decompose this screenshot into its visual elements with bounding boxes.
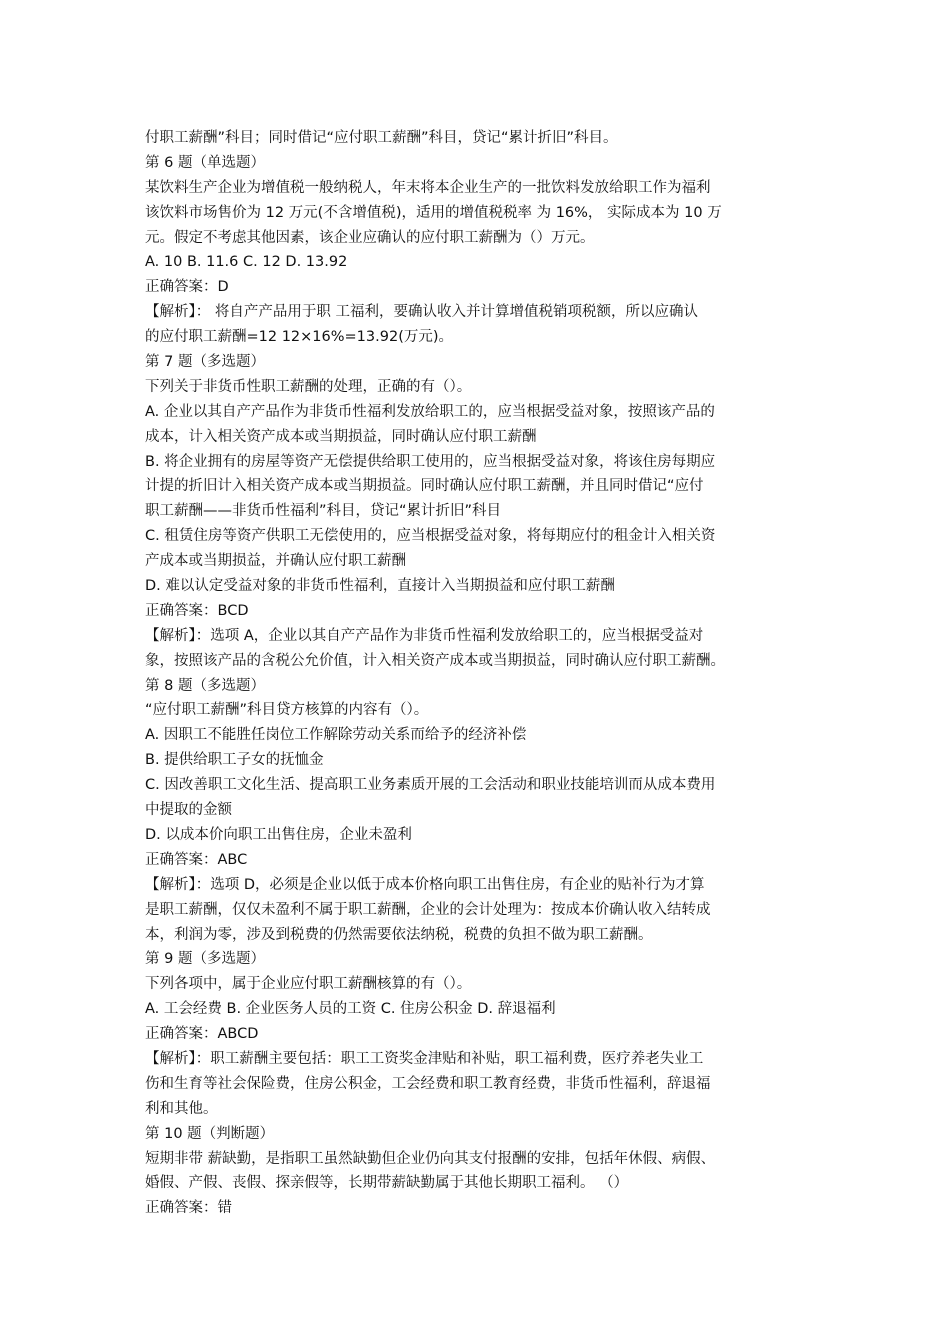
explanation-text: 【解析】： 将自产产品用于职 工福利，要确认收入并计算增值税销项税额，所以应确认 xyxy=(145,304,698,321)
question-text: 下列各项中，属于企业应付职工薪酬核算的有（）。 xyxy=(145,976,472,993)
correct-answer: 正确答案：BCD xyxy=(145,602,249,619)
correct-answer: 正确答案：ABC xyxy=(145,851,248,868)
explanation-text: 是职工薪酬，仅仅未盈利不属于职工薪酬，企业的会计处理为：按成本价确认收入结转成 xyxy=(145,901,711,918)
question-text: 元。假定不考虑其他因素，该企业应确认的应付职工薪酬为（）万元。 xyxy=(145,229,595,246)
explanation-text: 本，利润为零，涉及到税费的仍然需要依法纳税，税费的负担不做为职工薪酬。 xyxy=(145,926,653,943)
answer-option: 中提取的金额 xyxy=(145,802,232,819)
question-text: 下列关于非货币性职工薪酬的处理，正确的有（）。 xyxy=(145,378,472,395)
explanation-text: 利和其他。 xyxy=(145,1100,218,1117)
explanation-text: 象，按照该产品的含税公允价值，计入相关资产成本或当期损益，同时确认应付职工薪酬。 xyxy=(145,652,725,669)
answer-option: C. 因改善职工文化生活、提高职工业务素质开展的工会活动和职业技能培训而从成本费用 xyxy=(145,777,716,794)
answer-options: A. 10 B. 11.6 C. 12 D. 13.92 xyxy=(145,254,348,271)
answer-option: A. 企业以其自产产品作为非货币性福利发放给职工的，应当根据受益对象，按照该产品的 xyxy=(145,403,715,420)
correct-answer: 正确答案：ABCD xyxy=(145,1026,259,1043)
text-line: 付职工薪酬”科目；同时借记“应付职工薪酬”科目，贷记“累计折旧”科目。 xyxy=(145,130,618,146)
explanation-text: 【解析】：选项 D，必须是企业以低于成本价格向职工出售住房，有企业的贴补行为才算 xyxy=(145,876,705,893)
question-text: 该饮料市场售价为 12 万元(不含增值税)，适用的增值税税率 为 16%， 实际成本为 10 万 xyxy=(145,204,722,221)
answer-option: C. 租赁住房等资产供职工无偿使用的，应当根据受益对象，将每期应付的租金计入相关资 xyxy=(145,528,716,545)
correct-answer: 正确答案：D xyxy=(145,279,229,296)
explanation-text: 的应付职工薪酬=12 12×16%=13.92(万元)。 xyxy=(145,329,454,346)
answer-option: 产成本或当期损益，并确认应付职工薪酬 xyxy=(145,553,406,570)
answer-option: A. 因职工不能胜任岗位工作解除劳动关系而给予的经济补偿 xyxy=(145,727,527,744)
explanation-text: 【解析】：职工薪酬主要包括：职工工资奖金津贴和补贴，职工福利费，医疗养老失业工 xyxy=(145,1050,704,1067)
question-text: 婚假、产假、丧假、探亲假等，长期带薪缺勤属于其他长期职工福利。 （） xyxy=(145,1175,629,1192)
question-heading: 第 7 题（多选题） xyxy=(145,354,265,371)
question-heading: 第 6 题（单选题） xyxy=(145,154,265,171)
answer-option: D. 以成本价向职工出售住房，企业未盈利 xyxy=(145,826,412,843)
explanation-text: 伤和生育等社会保险费，住房公积金，工会经费和职工教育经费，非货币性福利，辞退福 xyxy=(145,1075,711,1092)
answer-option: B. 提供给职工子女的抚恤金 xyxy=(145,752,324,769)
question-text: “应付职工薪酬”科目贷方核算的内容有（）。 xyxy=(145,702,429,719)
answer-option: 计提的折旧计入相关资产成本或当期损益。同时确认应付职工薪酬，并且同时借记“应付 xyxy=(145,478,704,495)
answer-option: 职工薪酬——非货币性福利”科目，贷记“累计折旧”科目 xyxy=(145,503,502,520)
answer-option: B. 将企业拥有的房屋等资产无偿提供给职工使用的，应当根据受益对象，将该住房每期应 xyxy=(145,453,716,470)
question-text: 短期非带 薪缺勤，是指职工虽然缺勤但企业仍向其支付报酬的安排，包括年休假、病假、 xyxy=(145,1150,716,1167)
answer-option: D. 难以认定受益对象的非货币性福利，直接计入当期损益和应付职工薪酬 xyxy=(145,578,615,595)
answer-options: A. 工会经费 B. 企业医务人员的工资 C. 住房公积金 D. 辞退福利 xyxy=(145,1001,556,1018)
question-heading: 第 9 题（多选题） xyxy=(145,951,265,968)
question-text: 某饮料生产企业为增值税一般纳税人，年末将本企业生产的一批饮料发放给职工作为福利 xyxy=(145,179,711,196)
explanation-text: 【解析】：选项 A，企业以其自产产品作为非货币性福利发放给职工的，应当根据受益对 xyxy=(145,627,704,644)
document-body xyxy=(145,126,813,1221)
correct-answer: 正确答案：错 xyxy=(145,1200,232,1217)
question-heading: 第 8 题（多选题） xyxy=(145,677,265,694)
answer-option: 成本，计入相关资产成本或当期损益，同时确认应付职工薪酬 xyxy=(145,428,537,445)
question-heading: 第 10 题（判断题） xyxy=(145,1125,275,1142)
